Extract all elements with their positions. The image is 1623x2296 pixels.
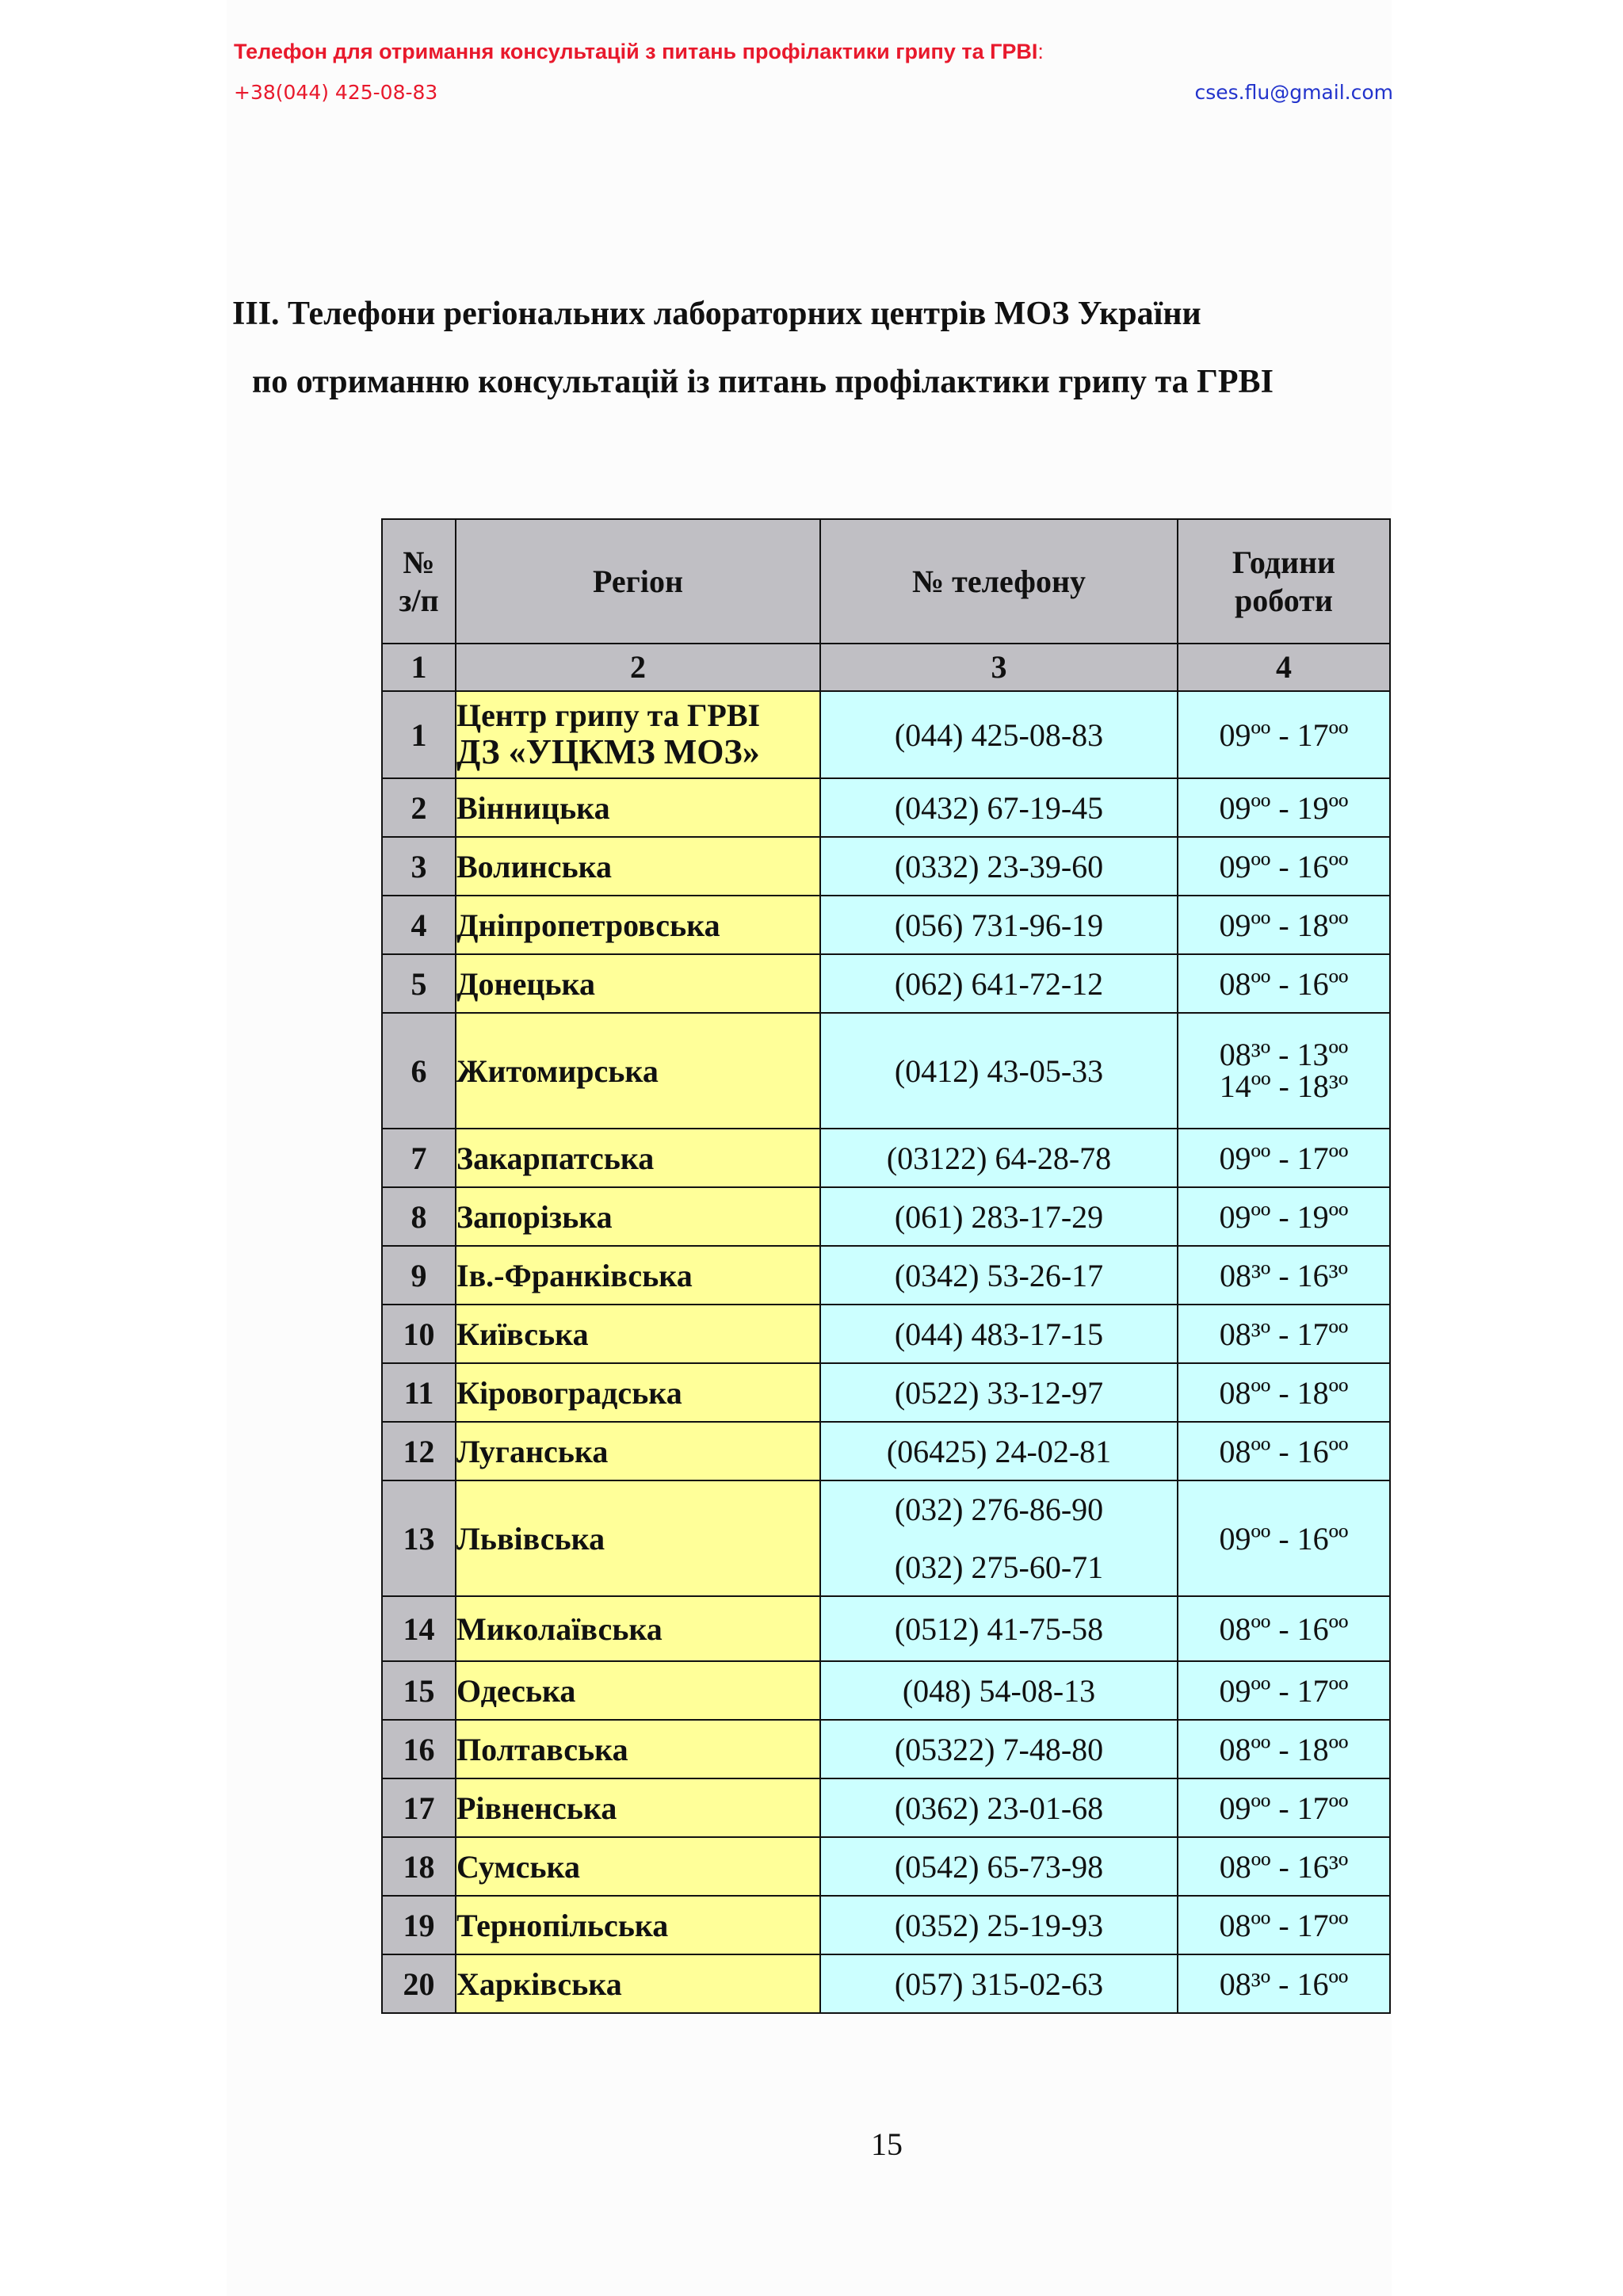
row-number: 9	[382, 1246, 456, 1305]
table-row	[382, 1720, 1390, 1778]
region-name: Луганська	[456, 1422, 820, 1480]
table-row	[382, 1778, 1390, 1837]
region-name	[456, 691, 820, 778]
table-row	[382, 1661, 1390, 1720]
phone-number: (05322) 7-48-80	[820, 1720, 1178, 1778]
work-hours: 09ºº - 17ºº	[1178, 1778, 1390, 1837]
phone-number: (0362) 23-01-68	[820, 1778, 1178, 1837]
row-number: 18	[382, 1837, 456, 1896]
row-number: 12	[382, 1422, 456, 1480]
hotline-label-text: Телефон для отримання консультацій з питань профілактики грипу та ГРВІ	[234, 40, 1038, 63]
phone-number: (0512) 41-75-58	[820, 1596, 1178, 1661]
table-row	[382, 1837, 1390, 1896]
phone-number: (048) 54-08-13	[820, 1661, 1178, 1720]
work-hours: 09ºº - 17ºº	[1178, 691, 1390, 778]
work-hours: 09ºº - 19ºº	[1178, 778, 1390, 837]
phone-number-line1: (032) 276-86-90	[894, 1492, 1104, 1527]
header-hours	[1178, 519, 1390, 644]
row-number: 1	[382, 691, 456, 778]
work-hours: 09ºº - 16ºº	[1178, 837, 1390, 896]
row-number: 11	[382, 1363, 456, 1422]
phone-number: (0432) 67-19-45	[820, 778, 1178, 837]
phone-number: (062) 641-72-12	[820, 954, 1178, 1013]
row-number: 17	[382, 1778, 456, 1837]
row-number: 6	[382, 1013, 456, 1129]
region-name: Миколаївська	[456, 1596, 820, 1661]
hotline-label	[234, 40, 1044, 64]
table-row	[382, 1896, 1390, 1954]
table-row	[382, 1246, 1390, 1305]
table-row	[382, 1422, 1390, 1480]
table-row	[382, 896, 1390, 954]
region-name: Львівська	[456, 1480, 820, 1596]
document-title-line2: по отриманню консультацій із питань профілактики грипу та ГРВІ	[252, 364, 1274, 400]
column-number-2: 2	[456, 644, 820, 691]
table-row	[382, 1305, 1390, 1363]
table-header-row	[382, 519, 1390, 644]
region-name: Дніпропетровська	[456, 896, 820, 954]
row-number: 3	[382, 837, 456, 896]
header-phone: № телефону	[820, 519, 1178, 644]
table-row	[382, 1187, 1390, 1246]
work-hours: 08ºº - 16ºº	[1178, 1422, 1390, 1480]
column-number-4: 4	[1178, 644, 1390, 691]
table-row	[382, 1954, 1390, 2013]
phone-number: (044) 425-08-83	[820, 691, 1178, 778]
document-title-line1: III. Телефони регіональних лабораторних центрів МОЗ України	[232, 296, 1201, 332]
phone-number: (056) 731-96-19	[820, 896, 1178, 954]
row-number: 2	[382, 778, 456, 837]
row-number: 13	[382, 1480, 456, 1596]
work-hours: 09ºº - 18ºº	[1178, 896, 1390, 954]
column-number-3: 3	[820, 644, 1178, 691]
header-num-symbol: №	[403, 544, 435, 580]
row-number: 7	[382, 1129, 456, 1187]
region-name: Волинська	[456, 837, 820, 896]
table-row	[382, 778, 1390, 837]
header-hours-line2: роботи	[1235, 582, 1333, 618]
region-name: Сумська	[456, 1837, 820, 1896]
region-name: Рівненська	[456, 1778, 820, 1837]
column-number-row	[382, 644, 1390, 691]
phone-number: (0332) 23-39-60	[820, 837, 1178, 896]
contact-email[interactable]: cses.flu@gmail.com	[1194, 81, 1393, 104]
work-hours: 08ºº - 16ºº	[1178, 954, 1390, 1013]
row-number: 20	[382, 1954, 456, 2013]
phone-number: (044) 483-17-15	[820, 1305, 1178, 1363]
region-name-line1: Центр грипу та ГРВІ	[456, 697, 761, 733]
work-hours: 08ºº - 16³º	[1178, 1837, 1390, 1896]
row-number: 19	[382, 1896, 456, 1954]
table-row	[382, 1363, 1390, 1422]
work-hours: 08ºº - 18ºº	[1178, 1363, 1390, 1422]
region-name: Тернопільська	[456, 1896, 820, 1954]
table-row	[382, 954, 1390, 1013]
phone-number: (0352) 25-19-93	[820, 1896, 1178, 1954]
page-number: 15	[871, 2126, 903, 2162]
work-hours-line1: 08³º - 13ºº	[1219, 1037, 1349, 1072]
row-number: 14	[382, 1596, 456, 1661]
hotline-colon: :	[1037, 40, 1044, 63]
phone-number: (0542) 65-73-98	[820, 1837, 1178, 1896]
phone-number-line2: (032) 275-60-71	[894, 1549, 1104, 1585]
phone-number: (03122) 64-28-78	[820, 1129, 1178, 1187]
region-name: Полтавська	[456, 1720, 820, 1778]
region-name: Одеська	[456, 1661, 820, 1720]
work-hours-line2: 14ºº - 18³º	[1219, 1068, 1349, 1104]
region-name: Київська	[456, 1305, 820, 1363]
phone-number	[820, 1480, 1178, 1596]
column-number-1: 1	[382, 644, 456, 691]
table-row	[382, 1596, 1390, 1661]
row-number: 5	[382, 954, 456, 1013]
region-name: Донецька	[456, 954, 820, 1013]
region-name: Кіровоградська	[456, 1363, 820, 1422]
phone-number: (0412) 43-05-33	[820, 1013, 1178, 1129]
phone-number: (061) 283-17-29	[820, 1187, 1178, 1246]
region-name: Закарпатська	[456, 1129, 820, 1187]
region-name: Запорізька	[456, 1187, 820, 1246]
work-hours: 08³º - 17ºº	[1178, 1305, 1390, 1363]
row-number: 4	[382, 896, 456, 954]
work-hours: 08ºº - 18ºº	[1178, 1720, 1390, 1778]
region-name: Ів.-Франківська	[456, 1246, 820, 1305]
work-hours: 09ºº - 17ºº	[1178, 1661, 1390, 1720]
phone-number: (057) 315-02-63	[820, 1954, 1178, 2013]
table-row	[382, 837, 1390, 896]
phone-number: (0522) 33-12-97	[820, 1363, 1178, 1422]
row-number: 16	[382, 1720, 456, 1778]
table-row	[382, 691, 1390, 778]
phone-number-stack	[821, 1491, 1177, 1586]
table-row	[382, 1013, 1390, 1129]
work-hours	[1178, 1013, 1390, 1129]
lab-centers-table	[381, 518, 1391, 2014]
work-hours: 08³º - 16ºº	[1178, 1954, 1390, 2013]
header-hours-line1: Години	[1232, 544, 1336, 580]
table-row	[382, 1480, 1390, 1596]
work-hours: 09ºº - 17ºº	[1178, 1129, 1390, 1187]
work-hours: 08³º - 16³º	[1178, 1246, 1390, 1305]
table-row	[382, 1129, 1390, 1187]
work-hours: 09ºº - 19ºº	[1178, 1187, 1390, 1246]
header-num	[382, 519, 456, 644]
phone-number: (0342) 53-26-17	[820, 1246, 1178, 1305]
header-region: Регіон	[456, 519, 820, 644]
region-name: Вінницька	[456, 778, 820, 837]
header-num-abbr: з/п	[399, 582, 439, 618]
row-number: 8	[382, 1187, 456, 1246]
row-number: 10	[382, 1305, 456, 1363]
phone-number: (06425) 24-02-81	[820, 1422, 1178, 1480]
region-name-line2: ДЗ «УЦКМЗ МОЗ»	[456, 732, 760, 771]
row-number: 15	[382, 1661, 456, 1720]
work-hours: 09ºº - 16ºº	[1178, 1480, 1390, 1596]
work-hours: 08ºº - 17ºº	[1178, 1896, 1390, 1954]
work-hours: 08ºº - 16ºº	[1178, 1596, 1390, 1661]
region-name: Житомирська	[456, 1013, 820, 1129]
hotline-phone: +38(044) 425-08-83	[234, 81, 438, 104]
work-hours-stack	[1178, 1039, 1389, 1102]
region-name: Харківська	[456, 1954, 820, 2013]
